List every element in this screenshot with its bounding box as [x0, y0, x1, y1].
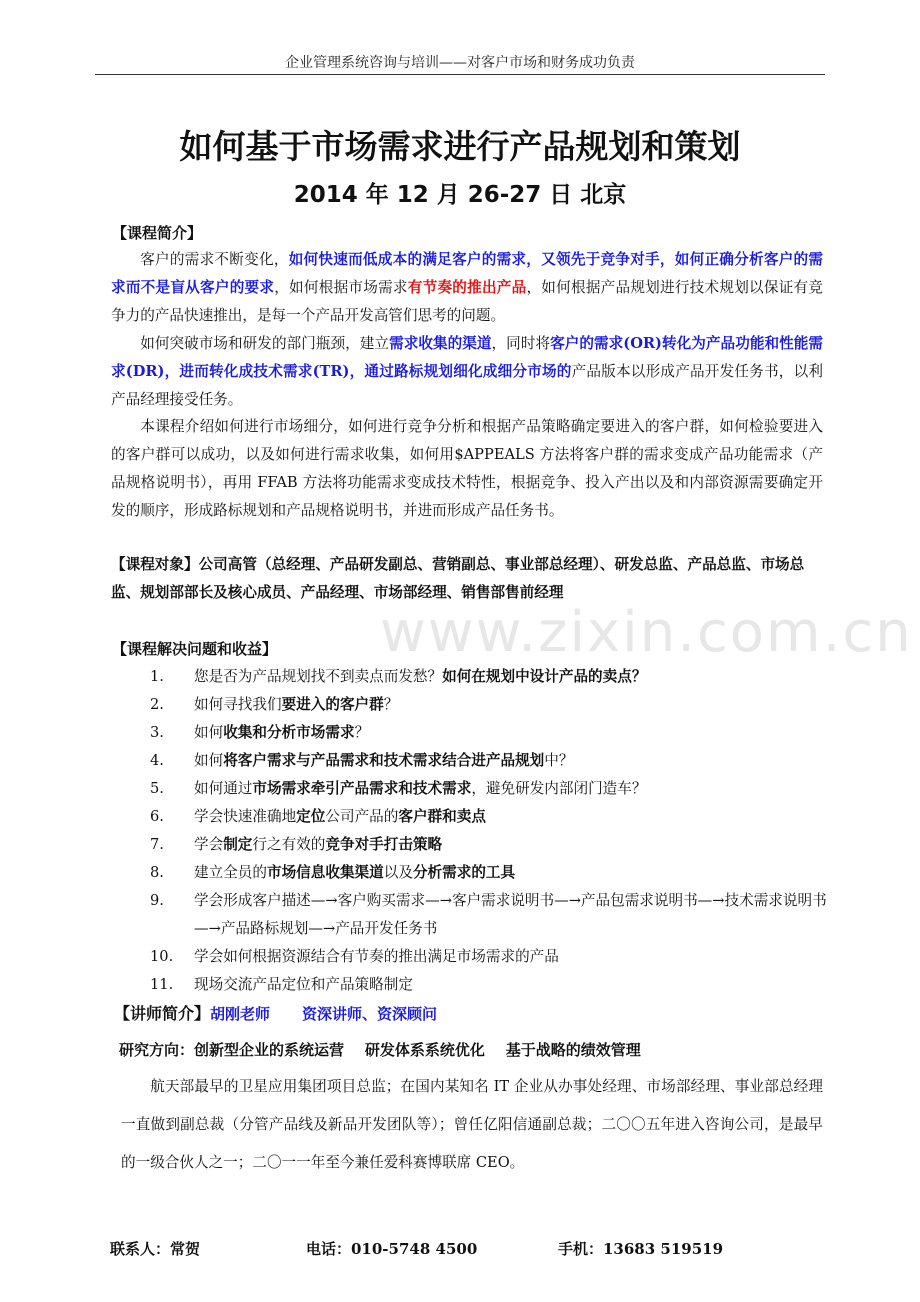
contact-phone: 电话：010-5748 4500	[306, 1240, 478, 1258]
contact-mobile: 手机：13683 519519	[558, 1240, 724, 1258]
benefits-list	[150, 663, 830, 999]
intro-p1-text: ，如何根据市场需求	[274, 279, 408, 296]
list-text: 如何寻找我们	[194, 696, 282, 713]
header-rule	[95, 74, 825, 75]
list-text-bold: 如何在规划中设计产品的卖点？	[442, 668, 647, 685]
list-number: 10.	[150, 948, 174, 965]
teacher-line	[114, 1001, 437, 1024]
page-header: 企业管理系统咨询与培训——对客户市场和财务成功负责	[285, 55, 635, 71]
list-text: 学会	[194, 836, 224, 853]
list-text: 行之有效的	[252, 836, 326, 853]
teacher-heading: 【讲师简介】	[114, 1004, 211, 1023]
document-title: 如何基于市场需求进行产品规划和策划	[179, 127, 741, 166]
list-item	[150, 663, 830, 691]
intro-paragraph-3: 本课程介绍如何进行市场细分，如何进行竞争分析和根据产品策略确定要进入的客户群，如何检验要进入的客户群可以成功，以及如何进行需求收集，如何用$APPEALS 方法将客户群的需求变成产品功能需求（产品规格说明书），再用 FFAB 方法将功能需求变成技术特性，根据竞争、投入产出以及和内部资源需要确定开发的顺序，形成路标规划和产品规格说明书，并进而形成产品任务书。	[111, 418, 823, 519]
list-item	[150, 887, 830, 943]
research-direction: 研究方向：创新型企业的系统运营 研发体系系统优化 基于战略的绩效管理	[119, 1041, 641, 1059]
list-text-bold: 将客户需求与产品需求和技术需求结合进产品规划	[223, 752, 545, 769]
list-text-bold: 要进入的客户群	[281, 696, 384, 713]
intro-paragraph-1	[111, 246, 823, 330]
list-number: 5.	[150, 780, 164, 797]
list-item	[150, 691, 830, 719]
list-number: 8.	[150, 864, 164, 881]
list-text: ，避免研发内部闭门造车？	[471, 780, 647, 797]
list-text: ？	[383, 696, 399, 713]
list-item	[150, 803, 830, 831]
intro-p1-red-highlight: 有节奏的推出产品	[407, 279, 527, 296]
list-item	[150, 747, 830, 775]
intro-p2-text: 如何突破市场和研发的部门瓶颈，建立	[140, 335, 390, 352]
list-text-bold: 竞争对手打击策略	[325, 836, 443, 853]
list-number: 9.	[150, 892, 164, 909]
list-text-bold: 市场信息收集渠道	[266, 864, 384, 881]
list-text: 学会快速准确地	[194, 808, 297, 825]
list-text: 您是否为产品规划找不到卖点而发愁？	[194, 668, 443, 685]
list-text-bold: 定位	[296, 808, 326, 825]
list-text-bold: 客户群和卖点	[398, 808, 486, 825]
list-number: 2.	[150, 696, 164, 713]
intro-p2-highlight: 客户的需求(OR)转化为产品功能和性能需求(DR)，进而转化成技术需求(TR)，通过路标规划细化成细分市场的	[111, 335, 823, 380]
intro-p1-text: ，如何根据产品规划进行技术规划以保证有竞争力的产品快速推出，是每一个产品开发高管们思考的问题。	[111, 279, 823, 324]
list-item	[150, 775, 830, 803]
intro-p2-highlight: 需求收集的渠道	[389, 335, 492, 352]
list-text-bold: 市场需求牵引产品需求和技术需求	[252, 780, 472, 797]
audience-heading: 【课程对象】	[111, 556, 199, 573]
audience-text: 公司高管（总经理、产品研发副总、营销副总、事业部总经理）、研发总监、产品总监、市场总监、规划部部长及核心成员、产品经理、市场部经理、销售部售前经理	[111, 556, 805, 601]
list-item	[150, 831, 830, 859]
list-number: 6.	[150, 808, 164, 825]
intro-p1-highlight: 如何快速而低成本的满足客户的需求，又领先于竞争对手，如何正确分析客户的需求而不是盲从客户的要求	[111, 251, 823, 296]
list-number: 11.	[150, 976, 174, 993]
contact-person: 联系人：常贺	[110, 1240, 201, 1258]
list-number: 3.	[150, 724, 164, 741]
list-text: 以及	[383, 864, 413, 881]
intro-p1-text: 客户的需求不断变化，	[140, 251, 289, 268]
list-item	[150, 859, 830, 887]
list-text-bold: 分析需求的工具	[412, 864, 516, 881]
list-item	[150, 719, 830, 747]
audience-section	[111, 551, 823, 607]
list-text: 如何	[194, 724, 224, 741]
list-text: 如何	[194, 752, 224, 769]
list-text: 学会形成客户描述—→客户购买需求—→客户需求说明书—→产品包需求说明书—→技术需求说明书—→产品路标规划—→产品开发任务书	[194, 892, 827, 937]
intro-heading: 【课程简介】	[112, 224, 203, 242]
watermark: www.zixin.com.cn	[380, 600, 913, 665]
list-number: 1.	[150, 668, 164, 685]
list-item	[150, 971, 830, 999]
list-text: ？	[354, 724, 370, 741]
intro-paragraph-2	[111, 330, 823, 414]
intro-p2-text: 产品版本以形成产品开发任务书，以利产品经理接受任务。	[111, 363, 823, 408]
list-text: 建立全员的	[194, 864, 267, 881]
list-text: 如何通过	[194, 780, 253, 797]
list-text-bold: 制定	[223, 836, 253, 853]
teacher-bio: 航天部最早的卫星应用集团项目总监；在国内某知名 IT 企业从办事处经理、市场部经理、事业部总经理一直做到副总裁（分管产品线及新品开发团队等）；曾任亿阳信通副总裁；二〇〇五年进入咨询公司，是最早的一级合伙人之一；二〇一一年至今兼任爱科赛博联席 CEO。	[121, 1078, 823, 1171]
list-item	[150, 943, 830, 971]
list-text: 中？	[544, 752, 574, 769]
list-text: 学会如何根据资源结合有节奏的推出满足市场需求的产品	[194, 948, 559, 965]
intro-p2-text: ，同时将	[491, 335, 551, 352]
teacher-name: 胡刚老师	[210, 1005, 271, 1023]
teacher-title: 资深讲师、资深顾问	[302, 1005, 438, 1023]
list-number: 7.	[150, 836, 164, 853]
list-number: 4.	[150, 752, 164, 769]
document-subtitle: 2014 年 12 月 26-27 日 北京	[293, 182, 627, 208]
benefits-heading: 【课程解决问题和收益】	[112, 640, 278, 658]
list-text: 公司产品的	[325, 808, 399, 825]
list-text-bold: 收集和分析市场需求	[223, 724, 355, 741]
list-text: 现场交流产品定位和产品策略制定	[194, 976, 413, 993]
